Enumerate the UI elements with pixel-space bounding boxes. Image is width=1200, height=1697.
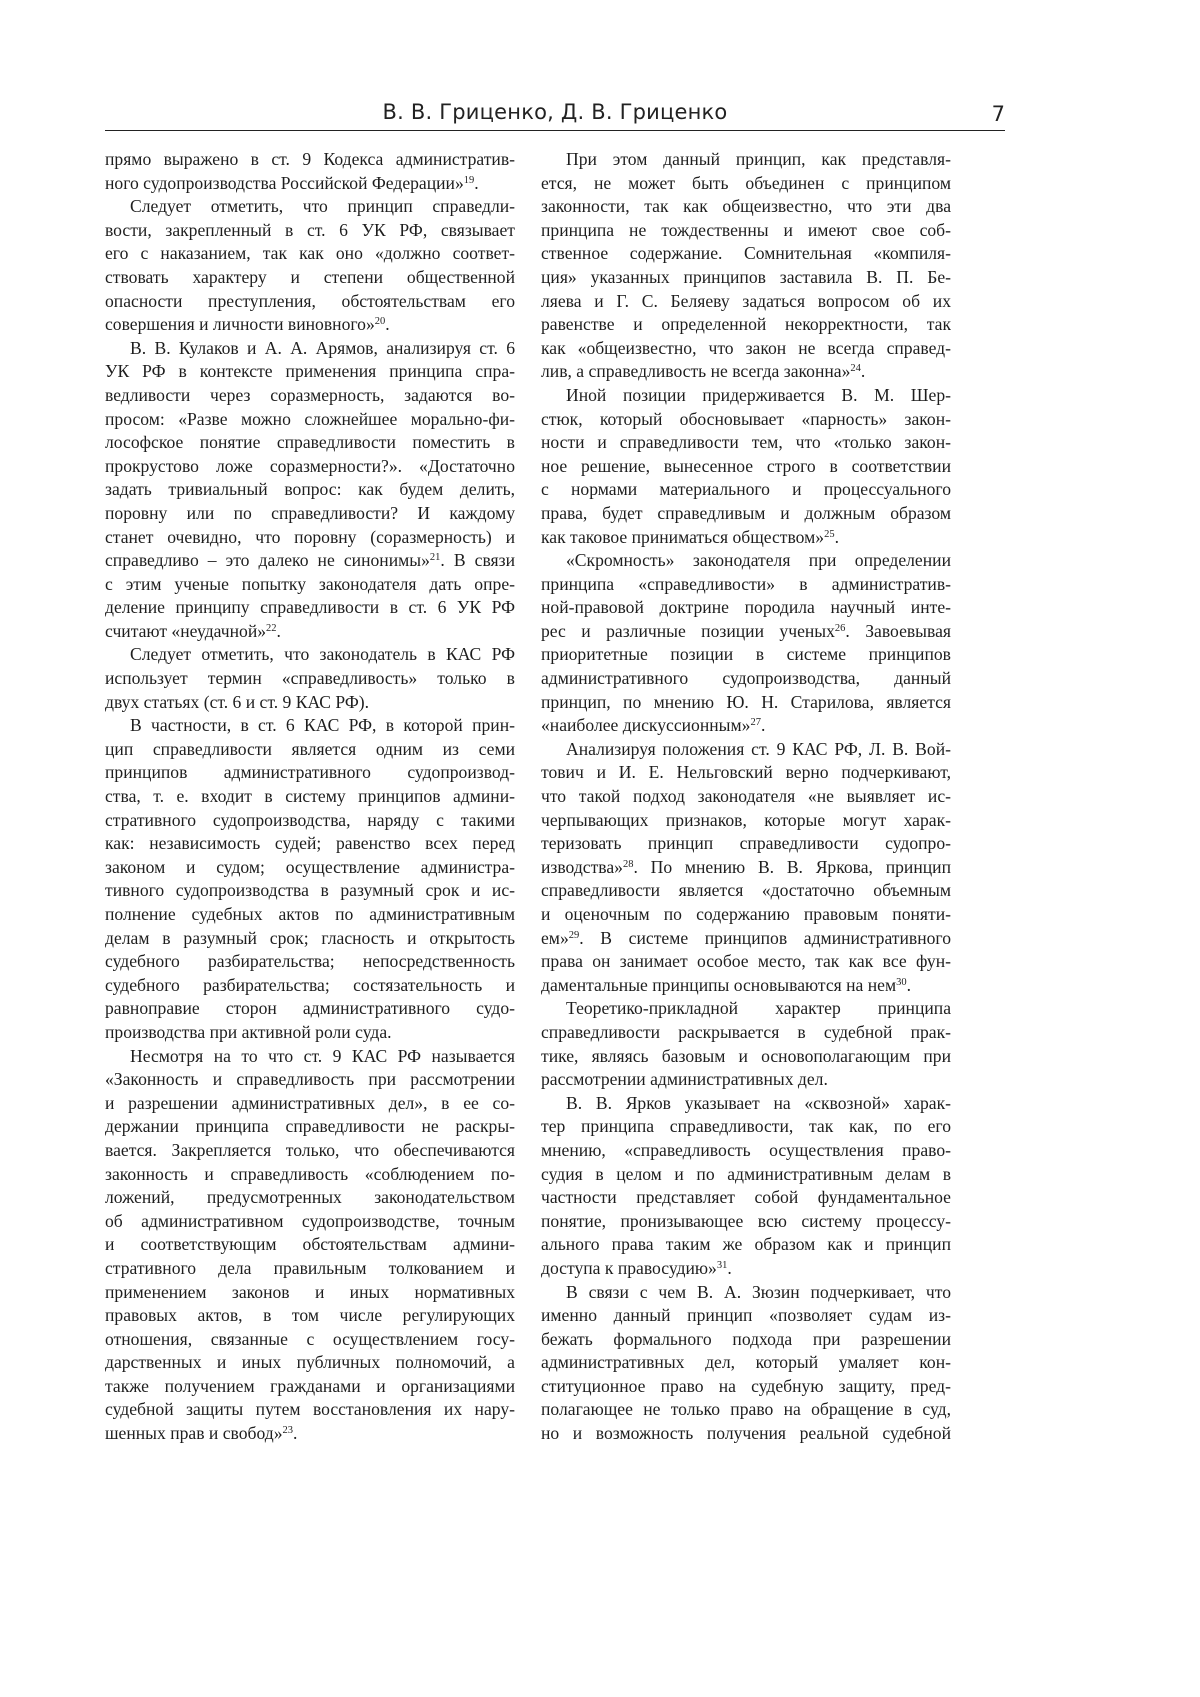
text-segment: ляева и Г. С. Беляеву задаться вопросом об их (541, 291, 951, 311)
text-line (105, 1328, 515, 1352)
text-line (541, 1068, 951, 1092)
text-line (541, 974, 951, 998)
text-segment: При этом данный принцип, как представля- (566, 149, 951, 169)
text-segment: принципа «справедливости» в административ- (541, 574, 951, 594)
text-segment: деление принципу справедливости в ст. 6 УК РФ (105, 597, 515, 617)
text-line (105, 1115, 515, 1139)
text-segment: именно данный принцип «позволяет судам из- (541, 1305, 951, 1325)
text-line (105, 1163, 515, 1187)
text-line (541, 431, 951, 455)
text-line (541, 785, 951, 809)
paragraph (541, 1281, 951, 1446)
text-segment: . В системе принципов административного (579, 928, 951, 948)
text-segment: вости, закрепленный в ст. 6 УК РФ, связывает (105, 220, 515, 240)
text-segment: . Завоевывая (845, 621, 951, 641)
text-line (541, 903, 951, 927)
text-line (105, 927, 515, 951)
footnote-reference: 31 (717, 1260, 728, 1271)
text-line (105, 408, 515, 432)
text-line (105, 903, 515, 927)
text-line (105, 526, 515, 550)
text-line (541, 1233, 951, 1257)
text-segment: судебного разбирательства; непосредственность (105, 951, 515, 971)
text-segment: . (277, 621, 281, 641)
text-segment: «наиболее дискуссионным» (541, 715, 750, 735)
text-segment: как: независимость судей; равенство всех перед (105, 833, 515, 853)
text-segment: ственное содержание. Сомнительная «компиля- (541, 243, 951, 263)
text-segment: вается. Закрепляется только, что обеспечиваются (105, 1140, 515, 1160)
text-segment: ется, не может быть объединен с принципом (541, 173, 951, 193)
text-segment: дарственных и иных публичных полномочий, а (105, 1352, 515, 1372)
text-segment: станет очевидно, что поровну (соразмерность) и (105, 527, 515, 547)
text-segment: В. В. Ярков указывает на «сквозной» харак- (566, 1093, 951, 1113)
paragraph (105, 195, 515, 337)
text-line (541, 997, 951, 1021)
text-line (105, 1398, 515, 1422)
text-line (541, 290, 951, 314)
paragraph (105, 148, 515, 195)
text-segment: производства при активной роли суда. (105, 1022, 392, 1042)
text-line (105, 242, 515, 266)
text-segment: принцип, по мнению Ю. Н. Старилова, является (541, 692, 951, 712)
text-segment: и оценочным по содержанию правовым поняти- (541, 904, 951, 924)
text-segment: понятие, пронизывающее всю систему процессу- (541, 1211, 951, 1231)
text-segment: мнению, «справедливость осуществления право- (541, 1140, 951, 1160)
text-line (105, 643, 515, 667)
right-column (541, 148, 951, 1446)
text-line (105, 549, 515, 573)
text-line (541, 573, 951, 597)
text-segment: двух статьях (ст. 6 и ст. 9 КАС РФ). (105, 692, 369, 712)
text-line (541, 596, 951, 620)
text-line (541, 1257, 951, 1281)
text-line (541, 384, 951, 408)
text-segment: задать тривиальный вопрос: как будем делить, (105, 479, 515, 499)
text-line (541, 526, 951, 550)
footnote-reference: 22 (266, 623, 277, 634)
text-line (541, 1351, 951, 1375)
text-line (541, 714, 951, 738)
text-segment: и разрешении административных дел», в ее со- (105, 1093, 515, 1113)
text-segment: доступа к правосудию» (541, 1258, 717, 1278)
footnote-reference: 26 (835, 623, 846, 634)
text-segment: ного судопроизводства Российской Федерации» (105, 173, 464, 193)
text-segment: «Скромность» законодателя при определении (566, 550, 951, 570)
text-line (541, 809, 951, 833)
text-line (105, 1139, 515, 1163)
text-segment: лив, а справедливость не всегда законна» (541, 361, 850, 381)
text-segment: справедливости является «достаточно объемным (541, 880, 951, 900)
text-segment: равенстве и определенной некорректности, так (541, 314, 951, 334)
footnote-reference: 30 (896, 977, 907, 988)
text-segment: В частности, в ст. 6 КАС РФ, в которой прин- (130, 715, 515, 735)
text-line (541, 148, 951, 172)
text-line (105, 1281, 515, 1305)
text-line (105, 1233, 515, 1257)
text-segment: ция» указанных принципов заставила В. П. Бе- (541, 267, 951, 287)
text-line (105, 384, 515, 408)
footnote-reference: 27 (750, 717, 761, 728)
text-line (105, 1422, 515, 1446)
text-line (541, 1422, 951, 1446)
left-column (105, 148, 515, 1446)
text-line (541, 738, 951, 762)
text-segment: с этим ученые попытку законодателя дать опре- (105, 574, 515, 594)
text-line (105, 195, 515, 219)
text-segment: тике, являясь базовым и основополагающим при (541, 1046, 951, 1066)
text-segment: . (835, 527, 839, 547)
text-segment: применением законов и иных нормативных (105, 1282, 515, 1302)
text-line (541, 1304, 951, 1328)
text-line (541, 1328, 951, 1352)
footnote-reference: 24 (850, 363, 861, 374)
text-line (541, 950, 951, 974)
text-line (105, 1021, 515, 1045)
text-segment: законности, так как общеизвестно, что эти два (541, 196, 951, 216)
text-segment: права, будет справедливым и должным образом (541, 503, 951, 523)
text-segment: справедливости раскрывается в судебной прак- (541, 1022, 951, 1042)
text-line (541, 1115, 951, 1139)
text-segment: рес и различные позиции ученых (541, 621, 835, 641)
text-line (105, 856, 515, 880)
text-segment: равноправие сторон административного судо- (105, 998, 515, 1018)
text-segment: . В связи (440, 550, 515, 570)
text-line (105, 1045, 515, 1069)
text-segment: приоритетные позиции в системе принципов (541, 644, 951, 664)
text-line (541, 1092, 951, 1116)
text-segment: принципа не тождественны и имеют свое соб- (541, 220, 951, 240)
text-segment: тер принципа справедливости, так как, по его (541, 1116, 951, 1136)
text-line (541, 266, 951, 290)
text-segment: считают «неудачной» (105, 621, 266, 641)
text-line (541, 1163, 951, 1187)
footnote-reference: 19 (464, 175, 475, 186)
text-segment: . (474, 173, 478, 193)
text-line (541, 172, 951, 196)
text-segment: тивного судопроизводства в разумный срок и ис- (105, 880, 515, 900)
text-segment: цип справедливости является одним из семи (105, 739, 515, 759)
paragraph (541, 997, 951, 1091)
text-segment: ведливости через соразмерность, задаются во- (105, 385, 515, 405)
text-line (105, 879, 515, 903)
text-line (105, 1351, 515, 1375)
text-line (541, 313, 951, 337)
text-line (541, 1210, 951, 1234)
text-line (105, 172, 515, 196)
text-segment: принципов административного судопроизвод- (105, 762, 515, 782)
text-line (541, 856, 951, 880)
text-segment: об административном судопроизводстве, точным (105, 1211, 515, 1231)
text-line (105, 313, 515, 337)
footnote-reference: 21 (430, 552, 441, 563)
footnote-reference: 20 (375, 316, 386, 327)
text-line (105, 1210, 515, 1234)
text-line (541, 502, 951, 526)
text-line (541, 691, 951, 715)
text-segment: прокрустово ложе соразмерности?». «Достаточно (105, 456, 515, 476)
text-segment: ального права таким же образом как и принцип (541, 1234, 951, 1254)
text-segment: что такой подход законодателя «не выявляет ис- (541, 786, 951, 806)
text-segment: ем» (541, 928, 569, 948)
text-segment: изводства» (541, 857, 623, 877)
text-line (105, 1375, 515, 1399)
text-segment: поровну или по справедливости? И каждому (105, 503, 515, 523)
text-line (541, 927, 951, 951)
text-segment: просом: «Разве можно сложнейшее морально-фи- (105, 409, 515, 429)
text-segment: права он занимает особое место, так как все фун- (541, 951, 951, 971)
text-segment: судебного разбирательства; состязательность и (105, 975, 515, 995)
text-segment: Теоретико-прикладной характер принципа (566, 998, 951, 1018)
text-segment: ствовать характеру и степени общественной (105, 267, 515, 287)
text-line (541, 643, 951, 667)
paragraph (541, 738, 951, 998)
text-line (541, 408, 951, 432)
text-segment: . (761, 715, 765, 735)
text-segment: частности представляет собой фундаментальное (541, 1187, 951, 1207)
text-line (541, 219, 951, 243)
text-line (105, 1257, 515, 1281)
text-segment: . (293, 1423, 297, 1443)
text-segment: ституционное право на судебную защиту, пред- (541, 1376, 951, 1396)
text-segment: его с наказанием, так как оно «должно соответ- (105, 243, 515, 263)
text-segment: опасности преступления, обстоятельствам его (105, 291, 515, 311)
text-segment: законом и судом; осуществление администра- (105, 857, 515, 877)
text-line (105, 714, 515, 738)
text-line (541, 1021, 951, 1045)
text-segment: полнение судебных актов по административным (105, 904, 515, 924)
text-segment: рассмотрении административных дел. (541, 1069, 828, 1089)
text-line (105, 573, 515, 597)
text-segment: . (385, 314, 389, 334)
text-line (105, 337, 515, 361)
text-line (105, 431, 515, 455)
text-line (541, 879, 951, 903)
text-line (541, 242, 951, 266)
text-segment: В связи с чем В. А. Зюзин подчеркивает, что (566, 1282, 951, 1302)
text-line (105, 620, 515, 644)
text-line (105, 974, 515, 998)
text-line (541, 1139, 951, 1163)
text-line (105, 785, 515, 809)
text-segment: ной-правовой доктрине породила научный инте- (541, 597, 951, 617)
paragraph (541, 148, 951, 384)
text-segment: стративного дела правильным толкованием и (105, 1258, 515, 1278)
text-line (541, 1045, 951, 1069)
text-segment: и соответствующим обстоятельствам админи- (105, 1234, 515, 1254)
text-line (541, 761, 951, 785)
text-segment: законность и справедливость «соблюдением по- (105, 1164, 515, 1184)
text-line (541, 360, 951, 384)
text-line (105, 478, 515, 502)
text-line (105, 455, 515, 479)
paragraph (105, 1045, 515, 1446)
text-segment: Следует отметить, что принцип справедли- (130, 196, 515, 216)
text-segment: бежать формального подхода при разрешении (541, 1329, 951, 1349)
text-line (105, 502, 515, 526)
text-line (105, 997, 515, 1021)
text-line (105, 290, 515, 314)
text-segment: административного судопроизводства, данный (541, 668, 951, 688)
text-segment: стративного судопроизводства, наряду с такими (105, 810, 515, 830)
paragraph (105, 714, 515, 1044)
text-segment: с нормами материального и процессуального (541, 479, 951, 499)
text-line (105, 596, 515, 620)
text-segment: делам в разумный срок; гласность и открытость (105, 928, 515, 948)
page-number: 7 (985, 102, 1005, 126)
footnote-reference: 25 (824, 529, 835, 540)
footnote-reference: 29 (569, 930, 580, 941)
text-segment: Несмотря на то что ст. 9 КАС РФ называется (130, 1046, 515, 1066)
text-segment: теризовать принцип справедливости судопро- (541, 833, 951, 853)
text-line (541, 337, 951, 361)
paragraph (105, 337, 515, 644)
text-segment: как «общеизвестно, что закон не всегда справед- (541, 338, 951, 358)
text-line (105, 360, 515, 384)
text-line (105, 148, 515, 172)
text-line (541, 455, 951, 479)
text-segment: совершения и личности виновного» (105, 314, 375, 334)
text-line (105, 219, 515, 243)
text-line (105, 691, 515, 715)
text-segment: судебной защиты путем восстановления их нару- (105, 1399, 515, 1419)
text-segment: прямо выражено в ст. 9 Кодекса административ- (105, 149, 515, 169)
text-segment: судия в целом и по административным делам в (541, 1164, 951, 1184)
text-segment: полагающее не только право на обращение в суд, (541, 1399, 951, 1419)
paragraph (541, 549, 951, 738)
text-line (105, 1092, 515, 1116)
text-segment: Иной позиции придерживается В. М. Шер- (566, 385, 951, 405)
text-segment: правовых актов, в том числе регулирующих (105, 1305, 515, 1325)
text-line (541, 832, 951, 856)
text-segment: лософское понятие справедливости поместить в (105, 432, 515, 452)
text-line (541, 1375, 951, 1399)
text-line (541, 478, 951, 502)
text-line (541, 1186, 951, 1210)
text-segment: отношения, связанные с осуществлением госу- (105, 1329, 515, 1349)
text-segment: использует термин «справедливость» только в (105, 668, 515, 688)
text-segment: но и возможность получения реальной судебной (541, 1423, 951, 1443)
paragraph (105, 643, 515, 714)
text-segment: ное решение, вынесенное строго в соответствии (541, 456, 951, 476)
text-line (105, 761, 515, 785)
text-line (105, 667, 515, 691)
text-line (541, 1281, 951, 1305)
paragraph (541, 1092, 951, 1281)
text-line (105, 809, 515, 833)
header-rule (105, 130, 1005, 131)
text-segment: как таковое приниматься обществом» (541, 527, 824, 547)
text-segment: УК РФ в контексте применения принципа спра- (105, 361, 515, 381)
text-segment: также получением гражданами и организациями (105, 1376, 515, 1396)
text-line (541, 620, 951, 644)
text-segment: ности и справедливости тем, что «только закон- (541, 432, 951, 452)
text-segment: Анализируя положения ст. 9 КАС РФ, Л. В. Вой- (566, 739, 951, 759)
text-line (541, 195, 951, 219)
text-line (105, 266, 515, 290)
text-segment: . (907, 975, 911, 995)
paragraph (541, 384, 951, 549)
text-segment: держании принципа справедливости не раскры- (105, 1116, 515, 1136)
text-segment: ства, т. е. входит в систему принципов админи- (105, 786, 515, 806)
text-line (105, 738, 515, 762)
text-segment: шенных прав и свобод» (105, 1423, 283, 1443)
text-line (541, 549, 951, 573)
text-line (541, 1398, 951, 1422)
text-segment: Следует отметить, что законодатель в КАС РФ (130, 644, 515, 664)
text-segment: ложений, предусмотренных законодательством (105, 1187, 515, 1207)
text-segment: справедливо – это далеко не синонимы» (105, 550, 430, 570)
text-segment: даментальные принципы основываются на нем (541, 975, 896, 995)
text-segment: . (861, 361, 865, 381)
running-header-authors: В. В. Гриценко, Д. В. Гриценко (105, 100, 1005, 124)
text-line (105, 1304, 515, 1328)
text-line (541, 667, 951, 691)
text-line (105, 1068, 515, 1092)
text-segment: тович и И. Е. Нельговский верно подчеркивают, (541, 762, 951, 782)
text-segment: «Законность и справедливость при рассмотрении (105, 1069, 515, 1089)
text-line (105, 1186, 515, 1210)
text-segment: административных дел, который умаляет кон- (541, 1352, 951, 1372)
text-segment: . По мнению В. В. Яркова, принцип (633, 857, 951, 877)
text-segment: . (727, 1258, 731, 1278)
text-segment: В. В. Кулаков и А. А. Арямов, анализируя ст. 6 (130, 338, 515, 358)
text-segment: стюк, который обосновывает «парность» закон- (541, 409, 951, 429)
footnote-reference: 23 (283, 1425, 294, 1436)
text-segment: черпывающих признаков, которые могут харак- (541, 810, 951, 830)
text-line (105, 832, 515, 856)
text-line (105, 950, 515, 974)
footnote-reference: 28 (623, 859, 634, 870)
